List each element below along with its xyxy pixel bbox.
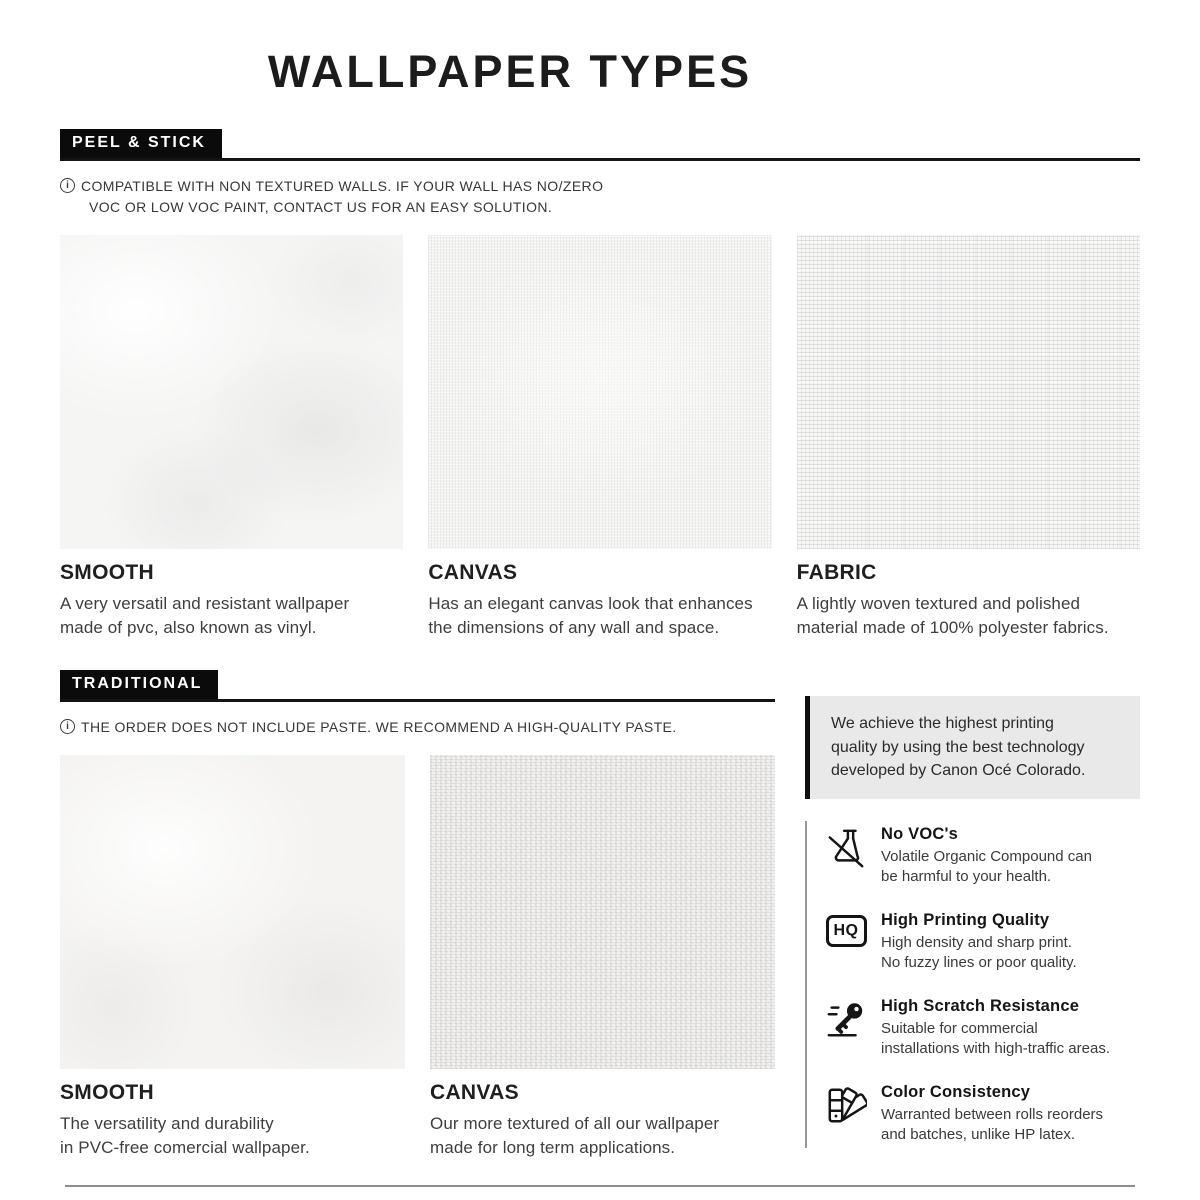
swatch-card-fabric-peel bbox=[797, 235, 1140, 639]
color-swatches-icon bbox=[825, 1083, 867, 1131]
smooth-texture-image bbox=[60, 235, 403, 549]
desc-line: High density and sharp print. bbox=[881, 933, 1072, 951]
feature-text bbox=[881, 1083, 1103, 1146]
swatch-description bbox=[60, 592, 403, 639]
swatch-card-smooth-peel bbox=[60, 235, 403, 639]
peel-stick-swatch-row bbox=[60, 235, 1140, 639]
bottom-divider bbox=[65, 1185, 1135, 1187]
smooth-texture-image bbox=[60, 755, 405, 1069]
info-circle-icon: i bbox=[60, 719, 75, 734]
desc-line: The versatility and durability bbox=[60, 1114, 274, 1133]
desc-line: installations with high-traffic areas. bbox=[881, 1040, 1110, 1057]
quote-line: We achieve the highest printing bbox=[831, 715, 1054, 732]
peel-stick-note bbox=[60, 176, 1140, 218]
quote-line: developed by Canon Océ Colorado. bbox=[831, 762, 1086, 779]
feature-text bbox=[881, 911, 1077, 974]
feature-title: High Printing Quality bbox=[881, 910, 1050, 929]
canvas-texture-image bbox=[430, 755, 775, 1069]
feature-title: Color Consistency bbox=[881, 1082, 1031, 1101]
feature-title: No VOC's bbox=[881, 824, 959, 843]
traditional-header-rule bbox=[60, 670, 775, 702]
desc-line: made of pvc, also known as vinyl. bbox=[60, 617, 317, 637]
scratch-key-icon bbox=[825, 997, 867, 1045]
desc-line: made for long term applications. bbox=[430, 1137, 676, 1157]
swatch-title: CANVAS bbox=[430, 1081, 519, 1104]
feature-text bbox=[881, 825, 1092, 888]
feature-description bbox=[881, 847, 1092, 888]
traditional-note-text bbox=[81, 717, 677, 738]
peel-stick-header-rule bbox=[60, 129, 1140, 161]
no-voc-flask-icon bbox=[825, 825, 867, 873]
desc-line: Suitable for commercial bbox=[881, 1019, 1038, 1037]
feature-text bbox=[881, 997, 1110, 1060]
feature-description bbox=[881, 933, 1077, 974]
desc-line: Volatile Organic Compound can bbox=[881, 847, 1092, 865]
traditional-left-column bbox=[60, 717, 775, 1159]
swatch-card-canvas-traditional bbox=[430, 755, 775, 1159]
desc-line: the dimensions of any wall and space. bbox=[428, 617, 720, 637]
swatch-description bbox=[428, 592, 771, 639]
swatch-title: SMOOTH bbox=[60, 561, 154, 584]
desc-line: be harmful to your health. bbox=[881, 868, 1052, 885]
swatch-title: FABRIC bbox=[796, 561, 877, 584]
printing-quality-quote bbox=[805, 696, 1140, 799]
section-traditional bbox=[60, 670, 1140, 1159]
feature-high-scratch-resistance bbox=[825, 997, 1140, 1060]
feature-no-voc bbox=[825, 825, 1140, 888]
desc-line: Our more textured of all our wallpaper bbox=[430, 1114, 720, 1133]
desc-line: in PVC-free comercial wallpaper. bbox=[60, 1137, 310, 1157]
quote-line: quality by using the best technology bbox=[831, 738, 1085, 756]
canvas-texture-image bbox=[428, 235, 771, 549]
traditional-swatch-row bbox=[60, 755, 775, 1159]
desc-line: A very versatil and resistant wallpaper bbox=[60, 594, 350, 613]
swatch-description bbox=[430, 1112, 775, 1159]
note-line: VOC OR LOW VOC PAINT, CONTACT US FOR AN EASY SOLUTION. bbox=[89, 199, 553, 215]
section-peel-and-stick bbox=[60, 129, 1140, 639]
feature-description bbox=[881, 1105, 1103, 1146]
feature-description bbox=[881, 1019, 1110, 1060]
feature-high-printing-quality bbox=[825, 911, 1140, 974]
swatch-card-smooth-traditional bbox=[60, 755, 405, 1159]
note-line: THE ORDER DOES NOT INCLUDE PASTE. WE RECOMMEND A HIGH-QUALITY PASTE. bbox=[81, 719, 677, 735]
feature-list bbox=[805, 821, 1140, 1148]
desc-line: Has an elegant canvas look that enhances bbox=[428, 594, 753, 613]
swatch-title: CANVAS bbox=[428, 561, 518, 584]
peel-stick-note-text bbox=[81, 176, 603, 218]
swatch-title: SMOOTH bbox=[60, 1081, 154, 1104]
traditional-note bbox=[60, 717, 775, 738]
swatch-description bbox=[797, 592, 1140, 639]
traditional-badge: TRADITIONAL bbox=[60, 670, 218, 699]
feature-title: High Scratch Resistance bbox=[881, 996, 1080, 1015]
page-title: WALLPAPER TYPES bbox=[267, 46, 753, 97]
feature-color-consistency bbox=[825, 1083, 1140, 1146]
desc-line: A lightly woven textured and polished bbox=[796, 594, 1081, 613]
hq-label: HQ bbox=[826, 915, 867, 947]
swatch-card-canvas-peel bbox=[428, 235, 771, 639]
desc-line: Warranted between rolls reorders bbox=[881, 1105, 1104, 1123]
desc-line: material made of 100% polyester fabrics. bbox=[796, 617, 1109, 637]
fabric-texture-image bbox=[797, 235, 1140, 549]
peel-stick-badge: PEEL & STICK bbox=[60, 129, 222, 158]
desc-line: and batches, unlike HP latex. bbox=[881, 1126, 1076, 1143]
info-circle-icon: i bbox=[60, 178, 75, 193]
hq-badge-icon bbox=[825, 911, 867, 959]
swatch-description bbox=[60, 1112, 405, 1159]
note-line: COMPATIBLE WITH NON TEXTURED WALLS. IF YOUR WALL HAS NO/ZERO bbox=[81, 178, 604, 194]
desc-line: No fuzzy lines or poor quality. bbox=[881, 954, 1077, 971]
printing-info-panel bbox=[805, 696, 1140, 1148]
